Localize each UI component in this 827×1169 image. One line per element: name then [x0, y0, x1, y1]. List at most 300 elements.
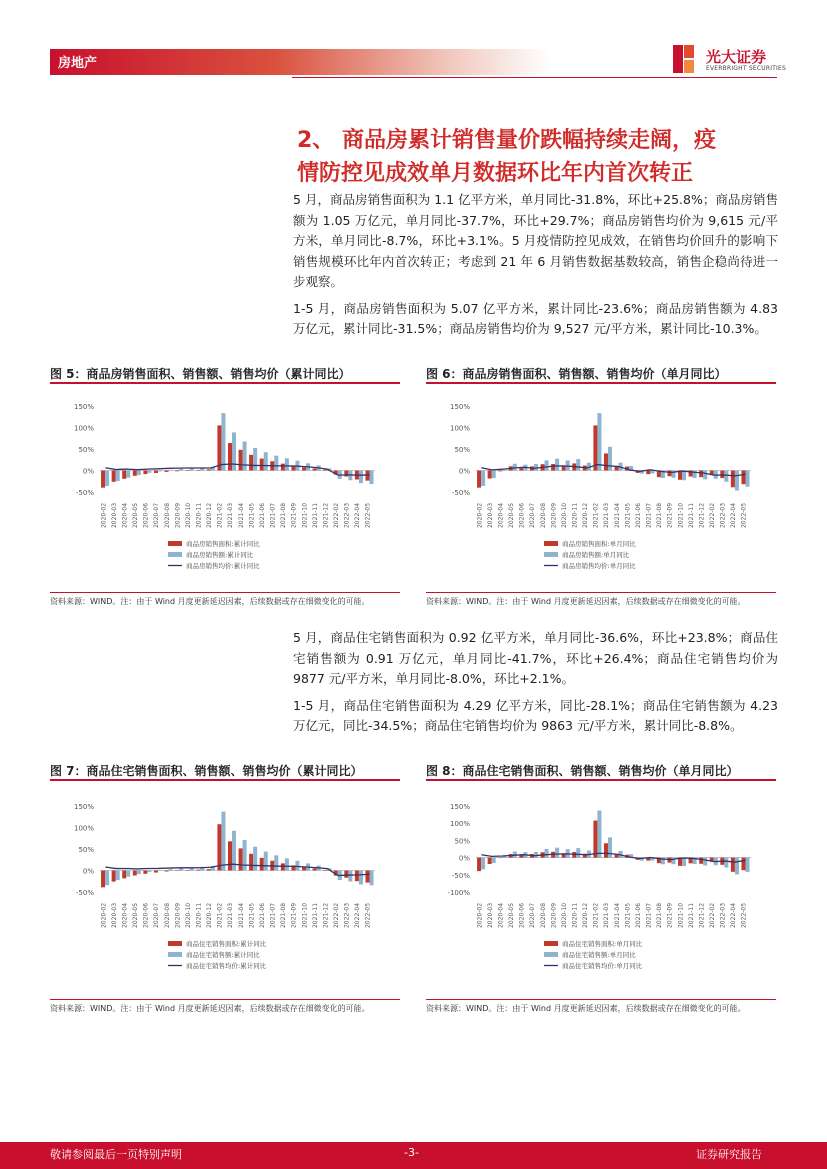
x-tick-label: 2021-12 — [698, 502, 706, 528]
bar-sales-2022-05 — [746, 471, 750, 487]
x-tick-label: 2020-11 — [195, 902, 203, 928]
bar-sales-2020-07 — [534, 852, 538, 858]
y-tick-label: 0% — [458, 467, 470, 476]
legend-label: 商品房销售面积:单月同比 — [562, 540, 636, 548]
x-tick-label: 2021-05 — [624, 502, 632, 528]
x-tick-label: 2020-02 — [476, 502, 484, 528]
bar-sales-2020-07 — [534, 464, 538, 470]
bar-area-2021-06 — [260, 858, 264, 871]
paragraph: 1-5 月，商品房销售面积为 5.07 亿平方米，累计同比-23.6%；商品房销售额为 4.83 万亿元，累计同比-31.5%；商品房销售均价为 9,527 元/平方米，累计同比-10.3%。 — [293, 300, 778, 336]
paragraph-block-2 — [293, 628, 778, 737]
x-tick-label: 2021-03 — [603, 502, 611, 528]
x-tick-label: 2020-09 — [174, 502, 182, 528]
x-tick-label: 2021-08 — [280, 502, 288, 528]
bar-area-2021-11 — [313, 868, 317, 870]
bar-sales-2021-06 — [264, 452, 268, 470]
bar-area-2022-05 — [741, 471, 745, 485]
paragraph: 5 月，商品住宅销售面积为 0.92 亿平方米，单月同比-36.6%，环比+23.8%；商品住宅销售额为 0.91 万亿元，单月同比-41.7%，环比+26.4%；商品住宅销售均价为 9877 元/平方米，单月同比-8.0%，环比+2.1%。 — [293, 630, 778, 686]
x-tick-label: 2020-12 — [582, 902, 590, 928]
legend-label: 商品房销售均价:单月同比 — [562, 562, 636, 570]
bar-sales-2021-07 — [650, 471, 654, 474]
bar-area-2020-11 — [196, 470, 200, 471]
header-rule — [292, 77, 777, 78]
bar-area-2020-03 — [112, 871, 116, 882]
bar-area-2022-04 — [355, 871, 359, 882]
bar-area-2021-07 — [646, 471, 650, 475]
x-tick-label: 2022-05 — [364, 502, 372, 528]
figure-7-bottom-rule — [50, 999, 400, 1000]
bar-area-2020-09 — [175, 471, 179, 472]
bar-sales-2020-02 — [105, 471, 109, 486]
x-tick-label: 2020-12 — [206, 502, 214, 528]
bar-area-2021-12 — [699, 471, 703, 478]
x-tick-label: 2020-08 — [539, 902, 547, 928]
bar-area-2021-03 — [228, 841, 232, 870]
bar-area-2022-05 — [741, 858, 745, 871]
y-tick-label: 150% — [449, 803, 470, 811]
bar-sales-2022-04 — [735, 858, 739, 875]
x-tick-label: 2021-06 — [634, 502, 642, 528]
bar-area-2020-12 — [207, 869, 211, 870]
bar-area-2022-03 — [344, 871, 348, 878]
x-tick-label: 2022-04 — [730, 502, 738, 528]
bar-area-2021-11 — [313, 468, 317, 470]
bar-sales-2022-04 — [359, 471, 363, 484]
x-tick-label: 2022-02 — [332, 502, 340, 528]
bar-area-2021-03 — [228, 443, 232, 470]
figure-6-source: 资料来源：WIND。注：由于 Wind 月度更新延迟因素，后续数据或存在细微变化的可能。 — [426, 597, 746, 606]
x-tick-label: 2021-05 — [624, 902, 632, 928]
bar-area-2020-09 — [551, 464, 555, 471]
x-tick-label: 2020-02 — [100, 502, 108, 528]
bar-area-2021-09 — [667, 471, 671, 477]
x-tick-label: 2020-05 — [132, 502, 140, 528]
x-tick-label: 2020-03 — [110, 902, 118, 928]
bar-area-2020-02 — [101, 871, 105, 888]
bar-sales-2022-05 — [370, 871, 374, 886]
x-tick-label: 2020-08 — [539, 502, 547, 528]
x-tick-label: 2020-08 — [163, 902, 171, 928]
y-tick-label: 0% — [458, 854, 470, 863]
x-tick-label: 2020-06 — [518, 502, 526, 528]
x-tick-label: 2020-09 — [550, 902, 558, 928]
x-tick-label: 2021-04 — [613, 902, 621, 928]
legend-swatch — [544, 541, 558, 546]
x-tick-label: 2020-11 — [571, 902, 579, 928]
x-tick-label: 2022-04 — [730, 902, 738, 928]
bar-area-2020-06 — [143, 871, 147, 874]
bar-sales-2022-04 — [735, 471, 739, 491]
x-tick-label: 2021-09 — [666, 902, 674, 928]
y-tick-label: 150% — [73, 803, 94, 811]
figure-7-title: 图 7：商品住宅销售面积、销售额、销售均价（累计同比） — [50, 764, 363, 778]
x-tick-label: 2021-09 — [290, 502, 298, 528]
y-tick-label: 100% — [73, 424, 94, 433]
section-title-line-2: 情防控见成效单月数据环比年内首次转正 — [297, 161, 694, 186]
bar-sales-2021-06 — [264, 852, 268, 871]
x-tick-label: 2021-07 — [269, 502, 277, 528]
bar-area-2020-04 — [498, 858, 502, 859]
bar-area-2020-03 — [488, 471, 492, 479]
bar-sales-2022-03 — [724, 858, 728, 868]
x-tick-label: 2021-05 — [248, 502, 256, 528]
bar-area-2021-06 — [260, 459, 264, 471]
figure-6-chart — [426, 392, 776, 592]
bar-area-2021-02 — [593, 425, 597, 470]
bar-area-2021-03 — [604, 843, 608, 857]
legend-swatch — [168, 541, 182, 546]
x-tick-label: 2021-06 — [258, 902, 266, 928]
figure-8-title: 图 8：商品住宅销售面积、销售额、销售均价（单月同比） — [426, 764, 739, 778]
bar-sales-2020-05 — [137, 871, 141, 875]
x-tick-label: 2020-12 — [582, 502, 590, 528]
x-tick-label: 2021-07 — [645, 902, 653, 928]
x-tick-label: 2020-09 — [550, 502, 558, 528]
bar-area-2020-03 — [488, 858, 492, 864]
x-tick-label: 2022-02 — [708, 502, 716, 528]
x-tick-label: 2021-02 — [592, 502, 600, 528]
y-tick-label: -100% — [447, 889, 470, 897]
bar-sales-2021-07 — [274, 456, 278, 471]
bar-area-2020-07 — [154, 871, 158, 873]
bar-area-2021-05 — [249, 854, 253, 871]
figure-7-rule — [50, 779, 400, 781]
bar-area-2020-04 — [122, 471, 126, 479]
paragraph: 1-5 月，商品住宅销售面积为 4.29 亿平方米，同比-28.1%；商品住宅销售额为 4.23 万亿元，同比-34.5%；商品住宅销售均价为 9863 元/平方米，累计同比-8.8%。 — [293, 697, 778, 733]
footer-disclaimer: 敬请参阅最后一页特别声明 — [50, 1148, 182, 1161]
legend-label: 商品住宅销售均价:累计同比 — [186, 962, 267, 970]
y-tick-label: 100% — [449, 820, 470, 829]
x-tick-label: 2021-08 — [656, 502, 664, 528]
x-tick-label: 2020-10 — [560, 902, 568, 928]
bar-sales-2020-02 — [481, 471, 485, 486]
bar-sales-2020-03 — [116, 471, 120, 482]
x-tick-label: 2021-03 — [603, 902, 611, 928]
bar-sales-2020-08 — [169, 470, 173, 471]
x-tick-label: 2021-12 — [322, 902, 330, 928]
bar-area-2020-05 — [133, 471, 137, 476]
bar-sales-2020-04 — [126, 871, 130, 877]
y-tick-label: -50% — [75, 889, 94, 897]
bar-sales-2020-09 — [555, 848, 559, 858]
figure-6-title: 图 6：商品房销售面积、销售额、销售均价（单月同比） — [426, 367, 727, 381]
bar-sales-2020-03 — [492, 858, 496, 863]
y-tick-label: -50% — [75, 489, 94, 497]
bar-area-2020-08 — [165, 871, 169, 872]
y-tick-label: 150% — [449, 403, 470, 411]
y-tick-label: 150% — [73, 403, 94, 411]
bar-area-2020-06 — [519, 855, 523, 857]
figure-6-rule — [426, 382, 776, 384]
x-tick-label: 2020-10 — [184, 902, 192, 928]
x-tick-label: 2021-11 — [687, 502, 695, 528]
bar-sales-2021-04 — [243, 442, 247, 471]
bar-area-2020-10 — [186, 870, 190, 871]
y-tick-label: 100% — [449, 424, 470, 433]
bar-sales-2021-04 — [243, 840, 247, 870]
x-tick-label: 2022-04 — [354, 902, 362, 928]
bar-sales-2020-03 — [492, 471, 496, 479]
bar-sales-2020-03 — [116, 871, 120, 881]
bar-sales-2021-09 — [295, 861, 299, 871]
x-tick-label: 2020-12 — [206, 902, 214, 928]
x-tick-label: 2020-05 — [508, 902, 516, 928]
y-tick-label: 0% — [82, 467, 94, 476]
x-tick-label: 2021-10 — [301, 502, 309, 528]
bar-area-2020-04 — [498, 471, 502, 472]
x-tick-label: 2022-03 — [343, 902, 351, 928]
bar-area-2021-10 — [302, 867, 306, 870]
bar-area-2020-04 — [122, 871, 126, 879]
bar-sales-2021-02 — [221, 812, 225, 871]
price-line — [105, 864, 369, 875]
bar-area-2021-02 — [217, 824, 221, 870]
bar-sales-2021-08 — [285, 458, 289, 470]
bar-sales-2020-08 — [545, 460, 549, 470]
x-tick-label: 2021-04 — [613, 502, 621, 528]
x-tick-label: 2020-11 — [571, 502, 579, 528]
paragraph: 5 月，商品房销售面积为 1.1 亿平方米，单月同比-31.8%，环比+25.8%；商品房销售额为 1.05 万亿元，单月同比-37.7%，环比+29.7%；商品房销售均价为 9,615 元/平方米，单月同比-8.7%，环比+3.1%。5 月疫情防控见成效，在销售均价回升的影响下销售规模环比年内首次转正；考虑到 21 年 6 月销售数据基数较高，销售企稳尚待进一步观察。 — [293, 192, 778, 289]
bar-sales-2020-09 — [179, 469, 183, 471]
y-tick-label: 50% — [78, 846, 94, 854]
x-tick-label: 2022-05 — [740, 502, 748, 528]
bar-area-2020-06 — [143, 471, 147, 475]
x-tick-label: 2020-07 — [153, 902, 161, 928]
figure-8-source: 资料来源：WIND。注：由于 Wind 月度更新延迟因素，后续数据或存在细微变化的可能。 — [426, 1004, 746, 1013]
bar-area-2020-02 — [477, 858, 481, 871]
x-tick-label: 2020-04 — [497, 502, 505, 528]
legend-label: 商品房销售额:累计同比 — [186, 551, 254, 559]
bar-area-2020-07 — [154, 471, 158, 473]
x-tick-label: 2020-04 — [497, 902, 505, 928]
x-tick-label: 2020-10 — [560, 502, 568, 528]
x-tick-label: 2021-09 — [666, 502, 674, 528]
bar-sales-2022-04 — [359, 871, 363, 885]
figure-5-chart — [50, 392, 400, 592]
legend-swatch — [544, 941, 558, 946]
bar-area-2020-03 — [112, 471, 116, 482]
figure-6-bottom-rule — [426, 592, 776, 593]
bar-area-2021-08 — [281, 464, 285, 471]
x-tick-label: 2020-06 — [142, 502, 150, 528]
bar-area-2020-10 — [186, 471, 190, 472]
bar-sales-2022-05 — [746, 858, 750, 872]
bar-area-2020-12 — [207, 469, 211, 470]
legend-swatch — [168, 952, 182, 957]
bar-area-2020-08 — [165, 471, 169, 472]
x-tick-label: 2021-12 — [698, 902, 706, 928]
x-tick-label: 2020-04 — [121, 502, 129, 528]
x-tick-label: 2021-09 — [290, 902, 298, 928]
x-tick-label: 2021-02 — [592, 902, 600, 928]
y-tick-label: 100% — [73, 824, 94, 833]
bar-area-2021-02 — [217, 425, 221, 470]
bar-sales-2020-08 — [169, 869, 173, 870]
bar-area-2021-12 — [323, 470, 327, 471]
bar-area-2021-04 — [615, 467, 619, 471]
legend-label: 商品房销售面积:累计同比 — [186, 540, 260, 548]
x-tick-label: 2020-02 — [100, 902, 108, 928]
bar-area-2020-11 — [196, 870, 200, 871]
bar-sales-2021-05 — [253, 448, 257, 471]
figure-8-rule — [426, 779, 776, 781]
legend-label: 商品住宅销售额:单月同比 — [562, 951, 636, 959]
legend-swatch — [544, 952, 558, 957]
bar-sales-2020-06 — [147, 871, 151, 872]
figure-8-chart — [426, 792, 776, 997]
y-tick-label: 50% — [78, 446, 94, 454]
x-tick-label: 2020-05 — [132, 902, 140, 928]
bar-area-2021-04 — [239, 848, 243, 870]
brand-name-en: EVERBRIGHT SECURITIES — [706, 65, 786, 72]
bar-area-2021-12 — [699, 858, 703, 864]
bar-sales-2022-05 — [370, 471, 374, 485]
figure-5-source: 资料来源：WIND。注：由于 Wind 月度更新延迟因素，后续数据或存在细微变化的可能。 — [50, 597, 370, 606]
bar-area-2020-05 — [133, 871, 137, 876]
x-tick-label: 2020-03 — [110, 502, 118, 528]
bar-sales-2020-09 — [555, 459, 559, 471]
bar-sales-2021-05 — [253, 847, 257, 871]
bar-sales-2020-04 — [502, 470, 506, 471]
x-tick-label: 2021-11 — [311, 902, 319, 928]
x-tick-label: 2020-11 — [195, 502, 203, 528]
x-tick-label: 2021-06 — [634, 902, 642, 928]
y-tick-label: -50% — [451, 871, 470, 880]
header-band — [50, 49, 550, 75]
bar-sales-2020-11 — [576, 459, 580, 470]
x-tick-label: 2020-05 — [508, 502, 516, 528]
bar-sales-2020-08 — [545, 849, 549, 858]
bar-sales-2020-09 — [179, 868, 183, 870]
y-tick-label: 50% — [454, 837, 470, 846]
page-number: -3- — [404, 1146, 419, 1159]
x-tick-label: 2022-05 — [364, 902, 372, 928]
brand-name: 光大证券 — [706, 48, 767, 66]
bar-area-2021-08 — [281, 863, 285, 870]
x-tick-label: 2021-11 — [311, 502, 319, 528]
legend-swatch — [168, 552, 182, 557]
figure-5-rule — [50, 382, 400, 384]
bar-area-2022-04 — [731, 471, 735, 488]
x-tick-label: 2021-04 — [237, 902, 245, 928]
x-tick-label: 2022-02 — [332, 902, 340, 928]
x-tick-label: 2021-02 — [216, 902, 224, 928]
bar-sales-2021-07 — [274, 855, 278, 870]
x-tick-label: 2022-03 — [719, 502, 727, 528]
bar-area-2021-10 — [302, 467, 306, 470]
footer-report-type: 证券研究报告 — [696, 1148, 762, 1161]
bar-sales-2021-03 — [608, 447, 612, 471]
x-tick-label: 2022-04 — [354, 502, 362, 528]
x-tick-label: 2021-03 — [227, 502, 235, 528]
bar-sales-2021-02 — [221, 413, 225, 470]
x-tick-label: 2021-07 — [645, 502, 653, 528]
x-tick-label: 2020-03 — [486, 902, 494, 928]
legend-label: 商品住宅销售额:累计同比 — [186, 951, 260, 959]
legend-label: 商品住宅销售面积:单月同比 — [562, 940, 643, 948]
figure-5-bottom-rule — [50, 592, 400, 593]
legend-swatch — [168, 941, 182, 946]
x-tick-label: 2020-07 — [153, 502, 161, 528]
bar-area-2020-06 — [519, 468, 523, 470]
x-tick-label: 2021-05 — [248, 902, 256, 928]
section-title-line-1: 2、 商品房累计销售量价跌幅持续走阔，疫 — [297, 128, 716, 153]
x-tick-label: 2021-07 — [269, 902, 277, 928]
bar-sales-2020-06 — [147, 471, 151, 473]
x-tick-label: 2021-12 — [322, 502, 330, 528]
x-tick-label: 2022-05 — [740, 902, 748, 928]
x-tick-label: 2021-08 — [280, 902, 288, 928]
bar-sales-2020-02 — [105, 871, 109, 886]
bar-sales-2020-05 — [513, 464, 517, 471]
bar-sales-2021-03 — [608, 837, 612, 857]
x-tick-label: 2020-09 — [174, 902, 182, 928]
bar-area-2022-04 — [731, 858, 735, 872]
bar-sales-2020-04 — [126, 471, 130, 478]
x-tick-label: 2020-02 — [476, 902, 484, 928]
bar-area-2021-05 — [249, 455, 253, 471]
x-tick-label: 2021-06 — [258, 502, 266, 528]
x-tick-label: 2020-07 — [529, 902, 537, 928]
bar-sales-2020-07 — [158, 871, 162, 872]
bar-area-2020-02 — [477, 471, 481, 488]
legend-label: 商品住宅销售面积:累计同比 — [186, 940, 267, 948]
legend-label: 商品房销售额:单月同比 — [562, 551, 630, 559]
x-tick-label: 2021-10 — [301, 902, 309, 928]
x-tick-label: 2021-10 — [677, 502, 685, 528]
bar-sales-2021-02 — [597, 811, 601, 858]
y-tick-label: -50% — [451, 489, 470, 497]
bar-sales-2020-07 — [158, 471, 162, 472]
bar-sales-2020-02 — [481, 858, 485, 870]
x-tick-label: 2021-02 — [216, 502, 224, 528]
paragraph-block-1 — [293, 190, 778, 340]
bar-area-2021-04 — [239, 450, 243, 471]
x-tick-label: 2020-08 — [163, 502, 171, 528]
bar-sales-2022-03 — [348, 871, 352, 882]
x-tick-label: 2020-06 — [142, 902, 150, 928]
x-tick-label: 2020-03 — [486, 502, 494, 528]
y-tick-label: 50% — [454, 446, 470, 454]
x-tick-label: 2021-03 — [227, 902, 235, 928]
bar-sales-2021-08 — [285, 858, 289, 870]
y-tick-label: 0% — [82, 867, 94, 876]
bar-area-2021-12 — [323, 870, 327, 871]
x-tick-label: 2021-04 — [237, 502, 245, 528]
bar-area-2021-03 — [604, 453, 608, 470]
bar-area-2020-02 — [101, 471, 105, 488]
legend-swatch — [544, 552, 558, 557]
bar-sales-2020-05 — [137, 471, 141, 476]
x-tick-label: 2022-03 — [719, 902, 727, 928]
figure-5-title: 图 5：商品房销售面积、销售额、销售均价（累计同比） — [50, 367, 351, 381]
x-tick-label: 2021-11 — [687, 902, 695, 928]
x-tick-label: 2021-10 — [677, 902, 685, 928]
figure-8-bottom-rule — [426, 999, 776, 1000]
x-tick-label: 2022-02 — [708, 902, 716, 928]
figure-7-chart — [50, 792, 400, 997]
bar-sales-2021-10 — [682, 858, 686, 867]
bar-area-2020-09 — [175, 871, 179, 872]
bar-area-2021-02 — [593, 821, 597, 858]
sector-label: 房地产 — [58, 56, 98, 71]
bar-sales-2021-02 — [597, 413, 601, 470]
x-tick-label: 2021-08 — [656, 902, 664, 928]
x-tick-label: 2020-04 — [121, 902, 129, 928]
legend-label: 商品房销售均价:累计同比 — [186, 562, 260, 570]
bar-sales-2022-03 — [724, 471, 728, 482]
figure-7-source: 资料来源：WIND。注：由于 Wind 月度更新延迟因素，后续数据或存在细微变化的可能。 — [50, 1004, 370, 1013]
